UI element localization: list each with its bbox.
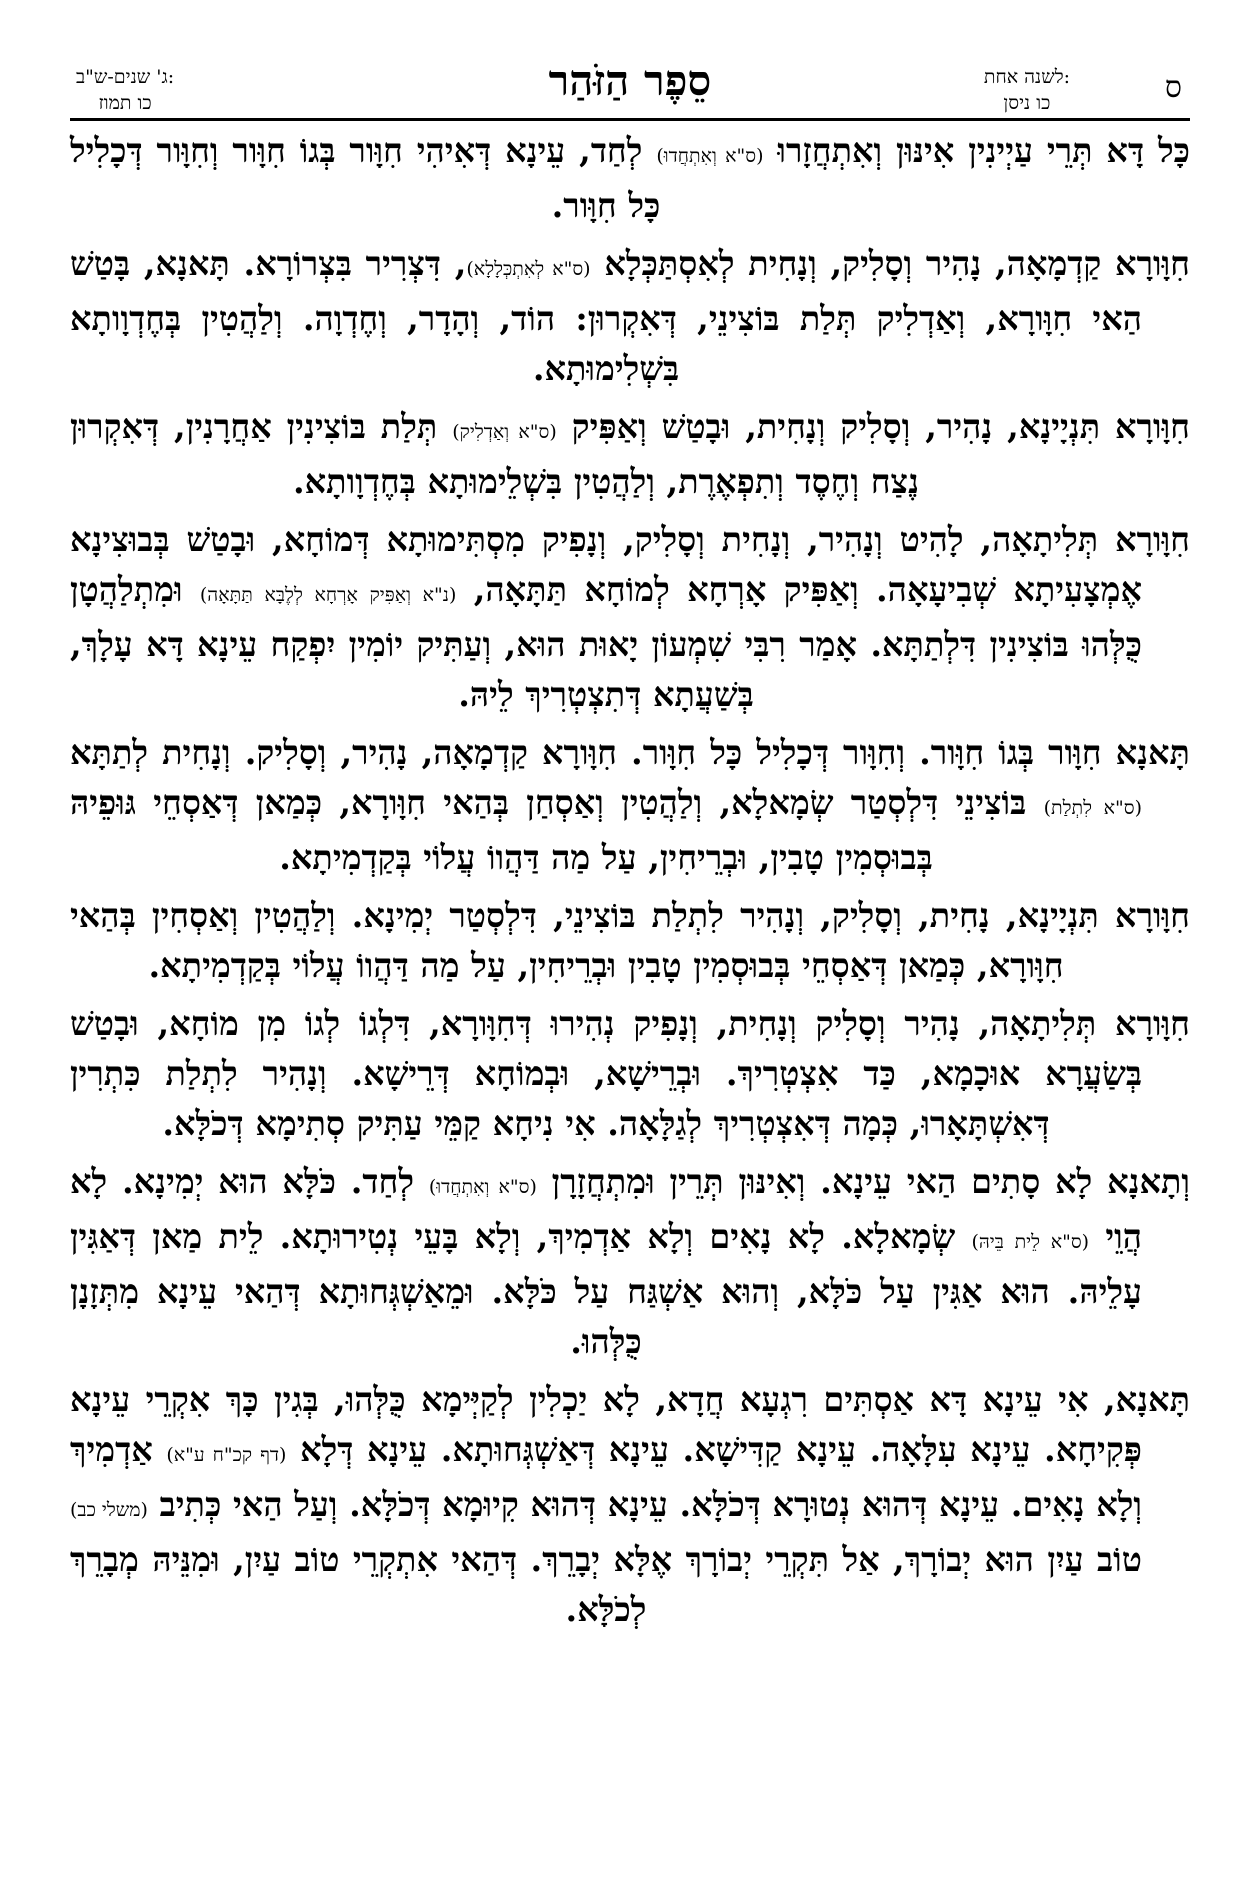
paragraph xyxy=(70,402,1190,507)
paragraph-text: תְּלַת בּוֹצִינִין אַחֲרָנִין, דְּאִקְרוּן נֶצַח וְחֶסֶד וְתִפְאֶרֶת, וְלַהֲטִין בִּשְׁלֵימוּתָא בְּחֶדְוָותָא. xyxy=(70,407,919,501)
paragraph-text: כָּל דָּא תְּרֵי עַיְינִין אִינּוּן וְאִתְחֲזָרוּ xyxy=(763,131,1191,170)
paragraph-text: חִוָּורָא תִּנְיָינָא, נָהִיר, וְסָלִיק וְנָחִית, וּבָטַשׁ וְאַפִּיק xyxy=(556,407,1190,446)
paragraph-text: חִוָּורָא תִּנְיָינָא, נָחִית, וְסָלִיק, וְנָהִיר לִתְלַת בּוֹצִינֵי, דִּלְסְטַר יְמִינָא. וְלַהֲטִין וְאַסְחִין בְּהַאי חִוָּורָא, כְּמַאן דְּאַסְחֵי בְּבוּסְמִין טָבִין וּבְרֵיחִין, עַל מַה דַּהֲווֹ עֲלוֹי בְּקַדְמִיתָא. xyxy=(70,896,1190,985)
paragraph-text: אַדְמִיךְ וְלָא נָאִים. עֵינָא דְּהוּא נְטוּרָא דְּכֹלָּא. עֵינָא דְּהוּא קִיוּמָא דְּכֹלָּא. וְעַל הַאי כְּתִיב xyxy=(70,1430,1142,1524)
paragraph-text: חִוָּורָא קַדְמָאָה, נָהִיר וְסָלִיק, וְנָחִית לְאִסְתַּכְּלָא xyxy=(590,244,1190,283)
variant-reading-note: (משלי כב) xyxy=(70,1499,148,1521)
book-title: סֵפֶר הַזֹּהַר xyxy=(548,56,712,105)
paragraph xyxy=(70,126,1190,231)
cycle-date: כו ניסן xyxy=(1003,92,1051,114)
paragraph-text: , דִּצְרִיר בִּצְרוֹרָא. תָּאנָא, בָּטַשׁ הַאי חִוָּורָא, וְאַדְלִיק תְּלַת בּוֹצִינֵי, דְּאִקְרוּן: הוֹד, וְהָדָר, וְחֶדְוָה. וְלַהֲטִין בְּחֶדְוָותָא בִּשְׁלִימוּתָא. xyxy=(70,244,1142,388)
paragraph xyxy=(70,999,1190,1149)
variant-reading-note: (ס"א לִתְלַת) xyxy=(1043,797,1142,819)
paragraph-text: תָּאנָא, אִי עֵינָא דָּא אַסְתִּים רִגְעָא חֲדָא, לָא יַכְלִין לְקַיְּימָא כֻּלְּהוּ, בְּגִין כָּךְ אִקְרֵי עֵינָא פְּקִיחָא. עֵינָא עִלָּאָה. עֵינָא קַדִּישָׁא. עֵינָא דְּאַשְׁגְּחוּתָא. עֵינָא דְּלָא xyxy=(70,1380,1190,1469)
paragraph xyxy=(70,891,1190,991)
paragraph-text: חִוָּורָא תְּלִיתָאָה, נָהִיר וְסָלִיק וְנָחִית, וְנָפִיק נְהִירוּ דְּחִוָּורָא, דִּלְגוֹ לְגוֹ מִן מוֹחָא, וּבָטַשׁ בְּשַׂעֲרָא אוּכָמָא, כַּד אִצְטְרִיךְ. וּבְרֵישָׁא, וּבְמוֹחָא דְּרֵישָׁא. וְנָהִיר לִתְלַת כִּתְרִין דְּאִשְׁתָּאָרוּ, כְּמָה דְּאִצְטְרִיךְ לְגַלָּאָה. אִי נִיחָא קַמֵּי עַתִּיק סְתִימָא דְּכֹלָּא. xyxy=(70,1004,1190,1143)
paragraph-text: וְתָאנָא לָא סָתִים הַאי עֵינָא. וְאִינּוּן תְּרֵין וּמִתְחֲזָרָן xyxy=(536,1162,1190,1201)
cycle-heading: ג' שנים-ש"ב: xyxy=(76,66,175,88)
variant-reading-note: (ס"א וְאַדְלִיק) xyxy=(452,421,557,443)
three-year-cycle-label xyxy=(76,64,174,116)
paragraph-text: שְׂמָאלָא. לָא נָאִים וְלָא אַדְמִיךְ, וְלָא בָּעֵי נְטִירוּתָא. לֵית מַאן דְּאַגִּין עָלֵיהּ. הוּא אַגִּין עַל כֹּלָּא, וְהוּא אַשְׁגַּח עַל כֹּלָּא. וּמֵאַשְׁגְּחוּתָא דְּהַאי עֵינָא מִתְּזָנָן כֻּלְּהוּ. xyxy=(70,1217,1142,1361)
variant-reading-note: (דף קכ"ח ע"א) xyxy=(166,1444,287,1466)
paragraph xyxy=(70,515,1190,720)
paragraph-text: לְחַד, עֵינָא דְּאִיהִי חִוָּור בְּגוֹ חִוָּור וְחִוָּור דְּכָלִיל כָּל חִוָּור. xyxy=(70,131,661,225)
paragraph-text: וּמִתְלַהֲטָן כֻּלְּהוּ בּוֹצִינִין דִּלְתַתָּא. אָמַר רִבִּי שִׁמְעוֹן יָאוּת הוּא, וְעַתִּיק יוֹמִין יִפְקַח עֵינָא דָּא עָלָךְ, בְּשַׁעֲתָא דְּתִצְטְרִיךְ לֵיהּ. xyxy=(70,570,1142,714)
paragraph-text: חִוָּורָא תְּלִיתָאָה, לָהִיט וְנָהִיר, וְנָחִית וְסָלִיק, וְנָפִיק מִסְתִּימוּתָא דְּמוֹחָא, וּבָטַשׁ בְּבוּצִינָא אֶמְצָעִיתָא שְׁבִיעָאָה. וְאַפִּיק אָרְחָא לְמוֹחָא תַּתָּאָה, xyxy=(70,520,1190,609)
paragraph-text: תָּאנָא חִוָּור בְּגוֹ חִוָּור. וְחִוָּור דְּכָלִיל כָּל חִוָּור. חִוָּורָא קַדְמָאָה, נָהִיר, וְסָלִיק. וְנָחִית לְתַתָּא xyxy=(70,733,1190,772)
paragraph xyxy=(70,239,1190,394)
paragraph xyxy=(70,728,1190,883)
text-body xyxy=(70,126,1190,1643)
page-header xyxy=(70,56,1190,121)
cycle-heading: לשנה אחת: xyxy=(983,66,1070,88)
paragraph-text: בּוֹצִינֵי דִּלְסְטַר שְׂמָאלָא, וְלַהֲטִין וְאַסְחַן בְּהַאי חִוָּורָא, כְּמַאן דְּאַסְחֵי גּוּפֵיהּ בְּבוּסְמִין טָבִין, וּבְרֵיחִין, עַל מַה דַּהֲווֹ עֲלוֹי בְּקַדְמִיתָא. xyxy=(70,783,1044,877)
variant-reading-note: (נ"א וְאַפִּיק אָרְחָא לְלֶבָּא תַּתָּאָה) xyxy=(199,584,457,606)
paragraph-text: טוֹב עַיִן הוּא יְבוֹרָךְ, אַל תִּקְרֵי יְבוֹרָךְ אֶלָּא יְבָרֵךְ. דְּהַאי אִתְקְרֵי טוֹב עַיִן, וּמִנֵּיהּ מְבָרֵךְ לְכֹלָּא. xyxy=(70,1540,1142,1629)
paragraph xyxy=(70,1375,1190,1635)
cycle-date: כו תמוז xyxy=(98,92,152,114)
paragraph xyxy=(70,1157,1190,1367)
variant-reading-note: (ס"א לְאִתְכְּלָלָא) xyxy=(466,258,591,280)
page-number: ס xyxy=(1164,70,1182,105)
paragraph-text: לְחַד. כֹּלָּא הוּא יְמִינָא. לָא הֲוֵי xyxy=(70,1162,1142,1256)
variant-reading-note: (ס"א וְאִתְחֲדוּ) xyxy=(428,1176,537,1198)
variant-reading-note: (ס"א וְאִתְחֲדוּ) xyxy=(656,145,764,167)
variant-reading-note: (ס"א לֵית בֵּיהּ) xyxy=(971,1231,1090,1253)
